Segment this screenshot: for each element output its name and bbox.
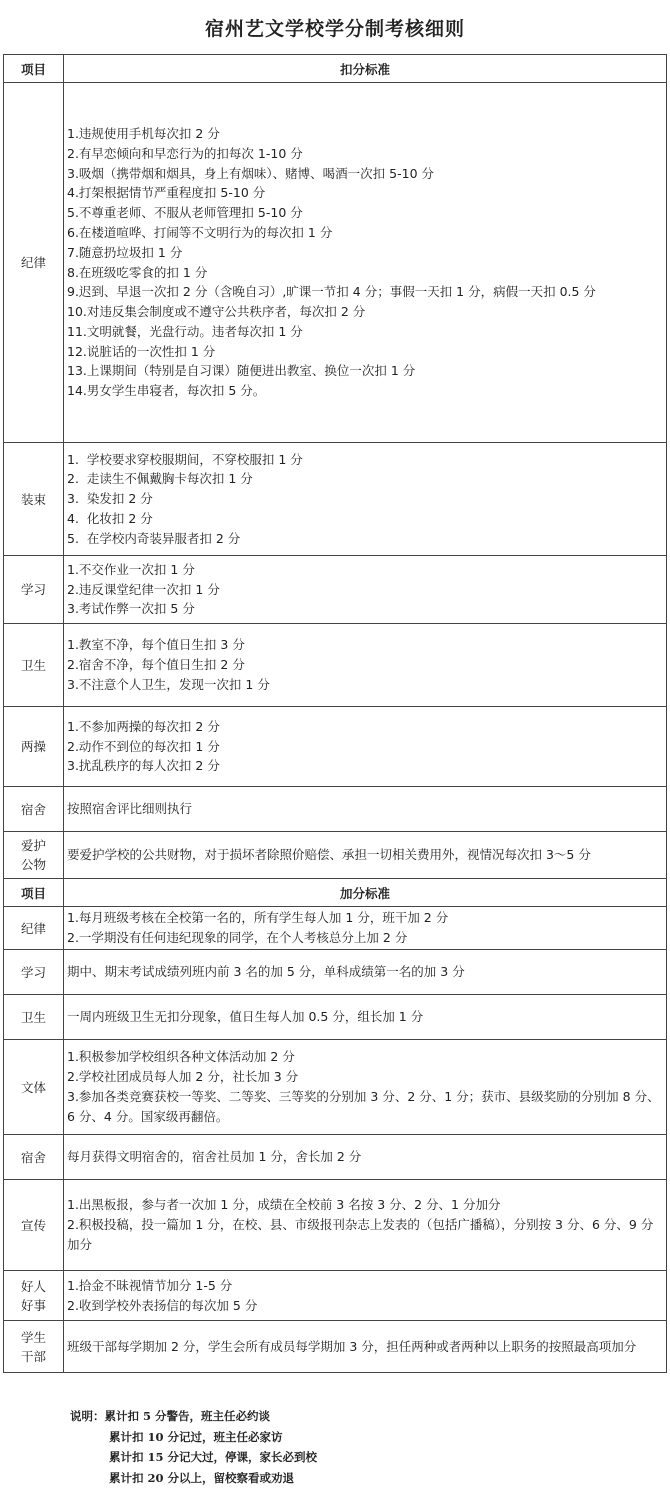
deduct-row [4,624,667,707]
rule-line: 2.有早恋倾向和早恋行为的扣每次 1-10 分 [67,144,664,164]
rule-line: 6.在楼道喧哗、打闹等不文明行为的每次扣 1 分 [67,223,664,243]
rule-line: 7.随意扔垃圾扣 1 分 [67,243,664,263]
add-row [4,907,667,950]
section-rules [64,1321,667,1373]
section-name: 装束 [4,443,64,556]
rule-line: 5.不尊重老师、不服从老师管理扣 5-10 分 [67,203,664,223]
section-rules [64,83,667,443]
rule-line: 期中、期末考试成绩列班内前 3 名的加 5 分，单科成绩第一名的加 3 分 [67,962,664,982]
rule-line: 1. 学校要求穿校服期间，不穿校服扣 1 分 [67,450,664,470]
note-line [70,1406,317,1427]
rule-line: 2.宿舍不净，每个值日生扣 2 分 [67,655,664,675]
section-rules [64,907,667,950]
rule-line: 3.吸烟（携带烟和烟具，身上有烟味）、赌博、喝酒一次扣 5-10 分 [67,164,664,184]
rule-line: 2.动作不到位的每次扣 1 分 [67,737,664,757]
rule-line: 4. 化妆扣 2 分 [67,509,664,529]
header-item: 项目 [4,55,64,83]
rule-line: 8.在班级吃零食的扣 1 分 [67,263,664,283]
rule-line: 2.积极投稿，投一篇加 1 分，在校、县、市级报刊杂志上发表的（包括广播稿），分别按 3 分、6 分、9 分加分 [67,1215,664,1255]
rule-line: 3.考试作弊一次扣 5 分 [67,599,664,619]
rule-line: 2.违反课堂纪律一次扣 1 分 [67,580,664,600]
rule-line: 1.教室不净，每个值日生扣 3 分 [67,635,664,655]
section-name: 文体 [4,1040,64,1135]
section-rules [64,1271,667,1321]
header-standard: 扣分标准 [64,55,667,83]
rules-table [3,54,667,1373]
deduct-row [4,556,667,624]
section-rules [64,707,667,787]
rule-line: 13.上课期间（特别是自习课）随便进出教室、换位一次扣 1 分 [67,361,664,381]
add-row [4,1180,667,1271]
add-row [4,1321,667,1373]
section-rules [64,995,667,1040]
rule-line: 4.打架根据情节严重程度扣 5-10 分 [67,183,664,203]
section-name: 宿舍 [4,787,64,832]
section-name: 两操 [4,707,64,787]
add-row [4,995,667,1040]
rule-line: 5. 在学校内奇装异服者扣 2 分 [67,529,664,549]
deduct-row [4,83,667,443]
rule-line: 每月获得文明宿舍的，宿舍社员加 1 分，舍长加 2 分 [67,1147,664,1167]
document-title: 宿州艺文学校学分制考核细则 [0,14,670,41]
rule-line: 1.拾金不昧视情节加分 1-5 分 [67,1276,664,1296]
deduct-row [4,707,667,787]
add-row [4,950,667,995]
rule-line: 要爱护学校的公共财物，对于损坏者除照价赔偿、承担一切相关费用外，视情况每次扣 3～5 分 [67,845,664,865]
rule-line: 1.出黑板报，参与者一次加 1 分，成绩在全校前 3 名按 3 分、2 分、1 分加分 [67,1195,664,1215]
section-name: 纪律 [4,83,64,443]
rule-line: 9.迟到、早退一次扣 2 分（含晚自习）,旷课一节扣 4 分；事假一天扣 1 分，病假一天扣 0.5 分 [67,282,664,302]
deduct-header-row [4,55,667,83]
add-row [4,1040,667,1135]
rule-line: 10.对违反集会制度或不遵守公共秩序者，每次扣 2 分 [67,302,664,322]
note-text: 累计扣 5 分警告，班主任必约谈 [105,1409,271,1423]
notes-block [70,1406,317,1488]
rule-line: 3. 染发扣 2 分 [67,489,664,509]
rule-line: 2.一学期没有任何违纪现象的同学，在个人考核总分上加 2 分 [67,928,664,948]
section-name: 学生 干部 [4,1321,64,1373]
section-rules [64,832,667,879]
section-rules [64,624,667,707]
section-name: 爱护 公物 [4,832,64,879]
rule-line: 按照宿舍评比细则执行 [67,799,664,819]
rule-line: 3.扰乱秩序的每人次扣 2 分 [67,756,664,776]
section-rules [64,950,667,995]
rule-line: 一周内班级卫生无扣分现象，值日生每人加 0.5 分，组长加 1 分 [67,1007,664,1027]
section-name: 宿舍 [4,1135,64,1180]
rule-line: 1.每月班级考核在全校第一名的，所有学生每人加 1 分，班干加 2 分 [67,908,664,928]
rule-line: 1.不参加两操的每次扣 2 分 [67,717,664,737]
section-name: 学习 [4,950,64,995]
add-header-row [4,879,667,907]
section-rules [64,556,667,624]
note-line: 累计扣 15 分记大过，停课，家长必到校 [70,1447,317,1468]
rule-line: 14.男女学生串寝者，每次扣 5 分。 [67,381,664,401]
section-rules [64,1040,667,1135]
add-row [4,1135,667,1180]
rule-line: 1.积极参加学校组织各种文体活动加 2 分 [67,1047,664,1067]
deduct-row [4,787,667,832]
section-rules [64,787,667,832]
notes-label: 说明： [70,1409,105,1423]
rule-line: 2.收到学校外表扬信的每次加 5 分 [67,1296,664,1316]
section-name: 纪律 [4,907,64,950]
section-name: 学习 [4,556,64,624]
rule-line: 3.参加各类竞赛获校一等奖、二等奖、三等奖的分别加 3 分、2 分、1 分；获市、县级奖励的分别加 8 分、6 分、4 分。国家级再翻倍。 [67,1087,664,1127]
rule-line: 11.文明就餐，光盘行动。违者每次扣 1 分 [67,322,664,342]
rule-line: 12.说脏话的一次性扣 1 分 [67,342,664,362]
section-rules [64,1135,667,1180]
section-name: 好人 好事 [4,1271,64,1321]
rule-line: 3.不注意个人卫生，发现一次扣 1 分 [67,675,664,695]
rule-line: 班级干部每学期加 2 分，学生会所有成员每学期加 3 分，担任两种或者两种以上职务的按照最高项加分 [67,1337,664,1357]
section-name: 卫生 [4,995,64,1040]
section-name: 卫生 [4,624,64,707]
rule-line: 2. 走读生不佩戴胸卡每次扣 1 分 [67,469,664,489]
rule-line: 2.学校社团成员每人加 2 分，社长加 3 分 [67,1067,664,1087]
section-name: 宣传 [4,1180,64,1271]
deduct-row [4,832,667,879]
header-item: 项目 [4,879,64,907]
section-rules [64,443,667,556]
note-line: 累计扣 10 分记过，班主任必家访 [70,1427,317,1448]
section-rules [64,1180,667,1271]
note-line: 累计扣 20 分以上，留校察看或劝退 [70,1468,317,1488]
header-standard: 加分标准 [64,879,667,907]
rule-line: 1.违规使用手机每次扣 2 分 [67,124,664,144]
rule-line: 1.不交作业一次扣 1 分 [67,560,664,580]
deduct-row [4,443,667,556]
add-row [4,1271,667,1321]
